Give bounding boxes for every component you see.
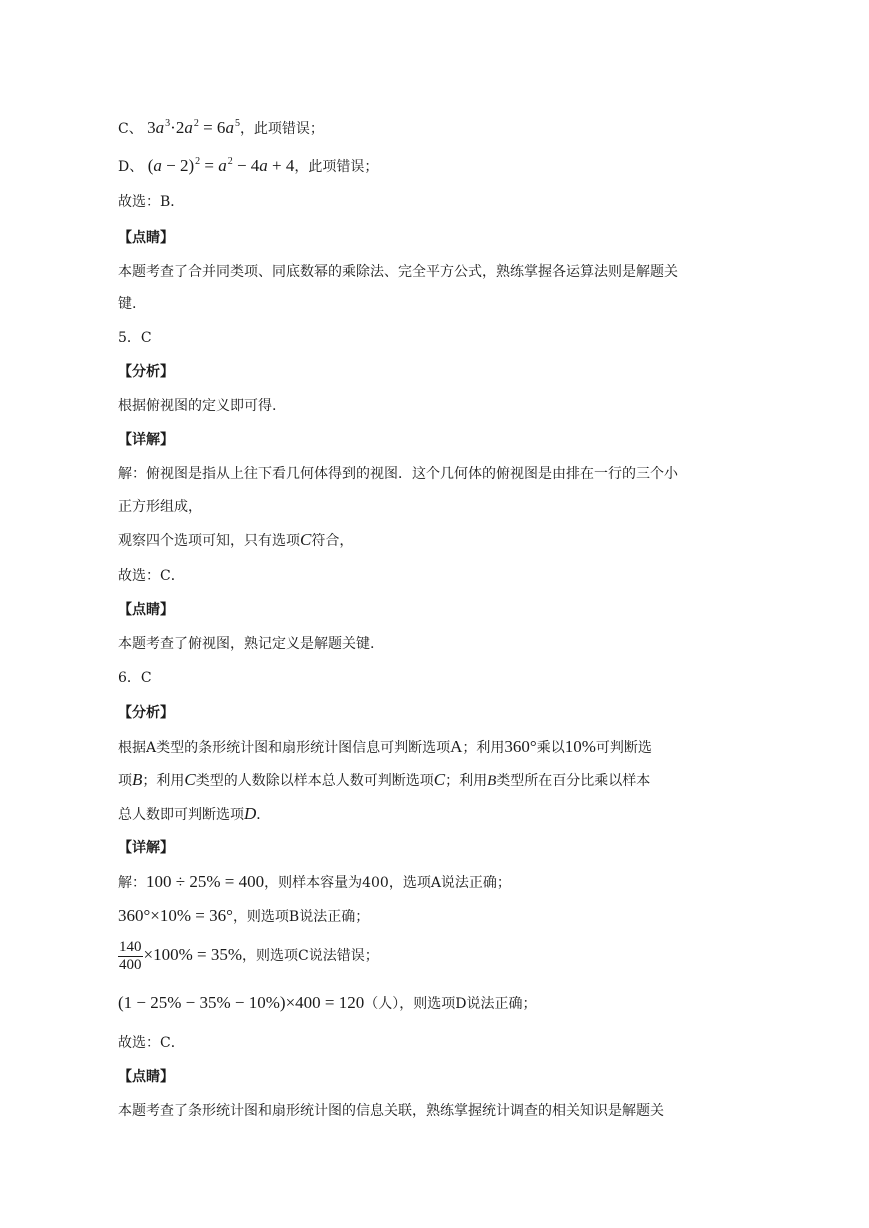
- q4-option-d-line: [118, 152, 758, 177]
- q6-number: 6．C: [118, 670, 152, 686]
- q4-choice: 故选：B．: [118, 194, 185, 210]
- q6-detail-heading: 【详解】: [118, 840, 174, 856]
- fraction: $\frac{140}{400}$: [119, 938, 142, 973]
- q6-detail-step-3: $\frac{140}{400}$ ×100% = 35%，则选项C说法错误；: [119, 938, 379, 973]
- q6-detail-step-1: 解：100 ÷ 25% = 400，则样本容量为400，选项A说法正确；: [118, 872, 511, 891]
- q6-analysis-text-1: 根据A类型的条形统计图和扇形统计图信息可判断选项A；利用360°乘以10%可判断选: [118, 737, 652, 756]
- q6-analysis-text-2: 项B；利用C类型的人数除以样本总人数可判断选项C；利用B类型所在百分比乘以样本: [118, 770, 651, 789]
- step-4-equation: (1 − 25% − 35% − 10%)×400 = 120: [118, 993, 365, 1012]
- q5-choice: 故选：C．: [118, 568, 185, 584]
- step-2-equation: 360°×10% = 36°: [118, 906, 233, 925]
- option-d-equation: $(a - 2)^2 = a^2 - 4a + 4$: [147, 156, 295, 175]
- q6-review-heading: 【点睛】: [118, 1069, 174, 1085]
- q6-choice: 故选：C．: [118, 1035, 185, 1051]
- q5-detail-text-1: 解：俯视图是指从上往下看几何体得到的视图．这个几何体的俯视图是由排在一行的三个小: [118, 466, 678, 482]
- q5-detail-text-3: 观察四个选项可知，只有选项C符合，: [118, 530, 354, 549]
- option-label: C、: [118, 121, 143, 137]
- step-3-equation: ×100% = 35%: [143, 945, 242, 964]
- q5-analysis-heading: 【分析】: [118, 364, 174, 380]
- option-d-verdict: ，此项错误；: [294, 159, 379, 175]
- q6-review-text: 本题考查了条形统计图和扇形统计图的信息关联，熟练掌握统计调查的相关知识是解题关: [118, 1103, 664, 1119]
- q5-review-text: 本题考查了俯视图，熟记定义是解题关键.: [118, 636, 375, 652]
- q4-review-heading: 【点睛】: [118, 230, 174, 246]
- q6-detail-step-2: 360°×10% = 36°，则选项B说法正确；: [118, 906, 370, 925]
- q4-option-c-line: [118, 114, 758, 139]
- q4-review-text: 本题考查了合并同类项、同底数幂的乘除法、完全平方公式，熟练掌握各运算法则是解题关: [118, 264, 678, 280]
- option-symbol: C: [300, 530, 312, 549]
- q5-analysis-text: 根据俯视图的定义即可得.: [118, 398, 277, 414]
- option-c-verdict: ，此项错误；: [239, 121, 324, 137]
- q6-analysis-text-3: 总人数即可判断选项D．: [118, 804, 271, 823]
- q5-detail-heading: 【详解】: [118, 432, 174, 448]
- q6-detail-step-4: (1 − 25% − 35% − 10%)×400 = 120（人），则选项D说法正确；: [118, 993, 537, 1012]
- step-1-equation: 100 ÷ 25% = 400: [146, 872, 265, 891]
- q5-review-heading: 【点睛】: [118, 602, 174, 618]
- q5-detail-text-2: 正方形组成，: [118, 499, 202, 515]
- q4-review-text-cont: 键.: [118, 296, 137, 312]
- option-label: D、: [118, 159, 144, 175]
- option-c-equation: $3a^3\cdot 2a^2 = 6a^5$: [147, 118, 240, 137]
- q6-analysis-heading: 【分析】: [118, 705, 174, 721]
- q5-number: 5．C: [118, 330, 152, 346]
